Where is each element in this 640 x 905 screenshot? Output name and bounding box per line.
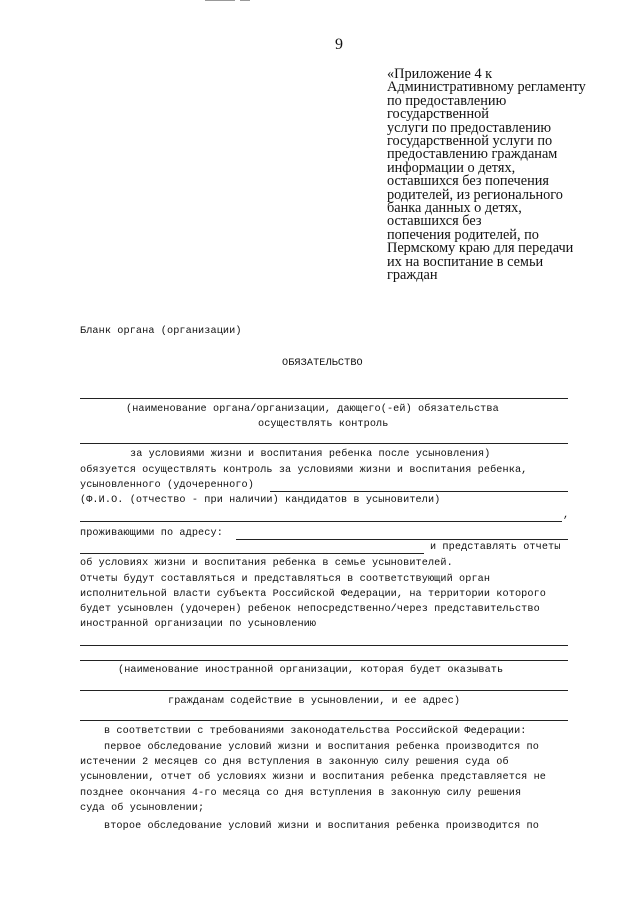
first-survey-line: истечении 2 месяцев со дня вступления в законную силу решения суда об [80, 757, 509, 768]
form-title: ОБЯЗАТЕЛЬСТВО [282, 358, 363, 369]
appendix-line: граждан [387, 267, 438, 284]
candidates-line [80, 521, 562, 522]
foreign-org-line-3 [80, 690, 568, 691]
appendix-line: оставшихся без попечения [387, 173, 549, 190]
caption-org-2: осуществлять контроль [258, 419, 389, 430]
reports-about-text: об условиях жизни и воспитания ребенка в семье усыновителей. [80, 558, 453, 569]
address-label: проживающими по адресу: [80, 528, 223, 539]
appendix-line: попечения родителей, по [387, 226, 539, 243]
paragraph-line: иностранной организации по усыновлению [80, 619, 317, 630]
foreign-org-line-2 [80, 660, 568, 661]
foreign-org-line-4 [80, 720, 568, 721]
appendix-line: по предоставлению [387, 92, 507, 109]
page-number: 9 [335, 36, 343, 53]
caption-control: за условиями жизни и воспитания ребенка после усыновления) [130, 449, 491, 460]
appendix-header [387, 68, 617, 283]
obligation-line-1: обязуется осуществлять контроль за условиями жизни и воспитания ребенка, [80, 465, 528, 476]
adoptee-name-line [270, 491, 568, 492]
appendix-line: государственной [387, 106, 489, 123]
appendix-line: предоставлению гражданам [387, 146, 558, 163]
first-survey-line: усыновлении, отчет об условиях жизни и воспитания ребенка представляется не [80, 772, 547, 783]
appendix-line: услуги по предоставлению [387, 119, 552, 136]
paragraph-line: будет усыновлен (удочерен) ребенок непосредственно/через представительство [80, 604, 540, 615]
appendix-line: государственной услуги по [387, 133, 553, 150]
scan-artifact [240, 0, 250, 1]
appendix-line: «Приложение 4 к [387, 66, 493, 82]
first-survey-line: первое обследование условий жизни и воспитания ребенка производится по [104, 742, 539, 753]
foreign-org-line-1 [80, 645, 568, 646]
appendix-line: родителей, из регионального [387, 186, 563, 203]
first-survey-line: суда об усыновлении; [80, 803, 205, 814]
org-name-line [80, 398, 568, 399]
comma: , [563, 510, 570, 521]
address-line [236, 539, 568, 540]
appendix-line: оставшихся без [387, 213, 482, 230]
org-continue-line [80, 443, 568, 444]
submit-reports-text: и представлять отчеты [430, 542, 561, 553]
appendix-line: их на воспитание в семьи [387, 253, 544, 270]
caption-foreign-2: гражданам содействие в усыновлении, и ее адрес) [168, 696, 461, 707]
appendix-line: банка данных о детях, [387, 200, 522, 217]
appendix-line: информации о детях, [387, 159, 516, 176]
appendix-line: Пермскому краю для передачи [387, 240, 574, 257]
caption-org-1: (наименование органа/организации, дающего(-ей) обязательства [126, 404, 499, 415]
paragraph-line: исполнительной власти субъекта Российской Федерации, на территории которого [80, 589, 547, 600]
second-survey-line: второе обследование условий жизни и воспитания ребенка производится по [104, 821, 539, 832]
first-survey-line: позднее окончания 4-го месяца со дня вступления в законную силу решения [80, 788, 522, 799]
obligation-line-2: усыновленного (удочеренного) [80, 480, 254, 491]
scan-artifact [205, 0, 235, 1]
caption-foreign-1: (наименование иностранной организации, которая будет оказывать [118, 665, 504, 676]
appendix-line: Административному регламенту [387, 79, 586, 96]
letterhead-label: Бланк органа (организации) [80, 326, 242, 337]
law-line: в соответствии с требованиями законодательства Российской Федерации: [104, 726, 527, 737]
paragraph-line: Отчеты будут составляться и представляться в соответствующий орган [80, 574, 491, 585]
address-continue-line [80, 553, 424, 554]
caption-fio: (Ф.И.О. (отчество - при наличии) кандидатов в усыновители) [80, 495, 441, 506]
